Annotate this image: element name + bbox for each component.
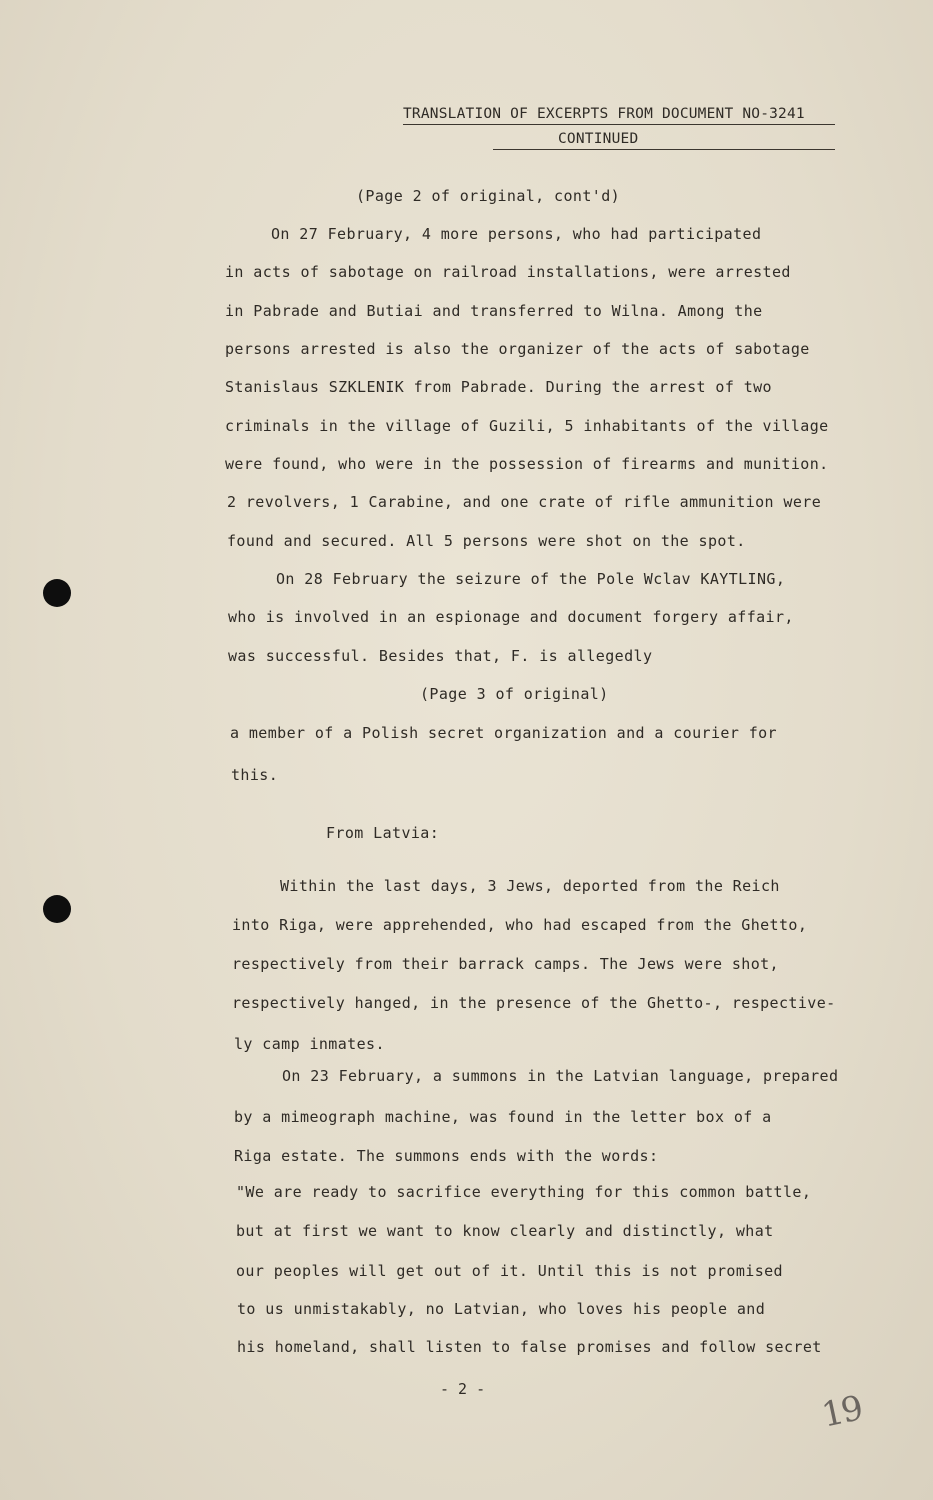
quote-line: but at first we want to know clearly and distinctly, what: [236, 1222, 774, 1240]
text-line: Within the last days, 3 Jews, deported from the Reich: [280, 877, 780, 895]
text-line: who is involved in an espionage and document forgery affair,: [228, 608, 794, 626]
page-number: - 2 -: [440, 1380, 486, 1398]
text-line: On 23 February, a summons in the Latvian language, prepared: [282, 1067, 839, 1085]
header-continued: CONTINUED: [403, 131, 835, 147]
text-line: 2 revolvers, 1 Carabine, and one crate of rifle ammunition were: [227, 493, 822, 511]
text-line: a member of a Polish secret organization and a courier for: [230, 724, 777, 742]
quote-line: to us unmistakably, no Latvian, who loves his people and: [237, 1300, 766, 1318]
punch-hole-top: [43, 579, 71, 607]
page-reference: (Page 3 of original): [420, 685, 609, 703]
section-heading: From Latvia:: [326, 824, 440, 842]
text-line: respectively from their barrack camps. The Jews were shot,: [232, 955, 779, 973]
text-line: ly camp inmates.: [234, 1035, 385, 1053]
text-line: persons arrested is also the organizer of the acts of sabotage: [225, 340, 810, 358]
document-header: [403, 106, 835, 147]
quote-line: "We are ready to sacrifice everything for this common battle,: [236, 1183, 812, 1201]
handwritten-number: 19: [818, 1388, 865, 1436]
punch-hole-bottom: [43, 895, 71, 923]
text-line: criminals in the village of Guzili, 5 inhabitants of the village: [225, 417, 829, 435]
text-line: by a mimeograph machine, was found in the letter box of a: [234, 1108, 772, 1126]
text-line: Stanislaus SZKLENIK from Pabrade. During the arrest of two: [225, 378, 772, 396]
text-line: was successful. Besides that, F. is allegedly: [228, 647, 653, 665]
page-reference: (Page 2 of original, cont'd): [356, 187, 621, 205]
text-line: On 28 February the seizure of the Pole Wclav KAYTLING,: [276, 570, 786, 588]
text-line: found and secured. All 5 persons were shot on the spot.: [227, 532, 746, 550]
text-line: this.: [231, 766, 279, 784]
text-line: Riga estate. The summons ends with the words:: [234, 1147, 659, 1165]
quote-line: his homeland, shall listen to false promises and follow secret: [237, 1338, 822, 1356]
header-title: TRANSLATION OF EXCERPTS FROM DOCUMENT NO-3241: [403, 106, 835, 125]
quote-line: our peoples will get out of it. Until this is not promised: [236, 1262, 783, 1280]
text-line: in Pabrade and Butiai and transferred to Wilna. Among the: [225, 302, 763, 320]
text-line: respectively hanged, in the presence of the Ghetto-, respective-: [232, 994, 836, 1012]
text-line: were found, who were in the possession of firearms and munition.: [225, 455, 829, 473]
text-line: in acts of sabotage on railroad installations, were arrested: [225, 263, 791, 281]
text-line: into Riga, were apprehended, who had escaped from the Ghetto,: [232, 916, 808, 934]
text-line: On 27 February, 4 more persons, who had participated: [271, 225, 762, 243]
